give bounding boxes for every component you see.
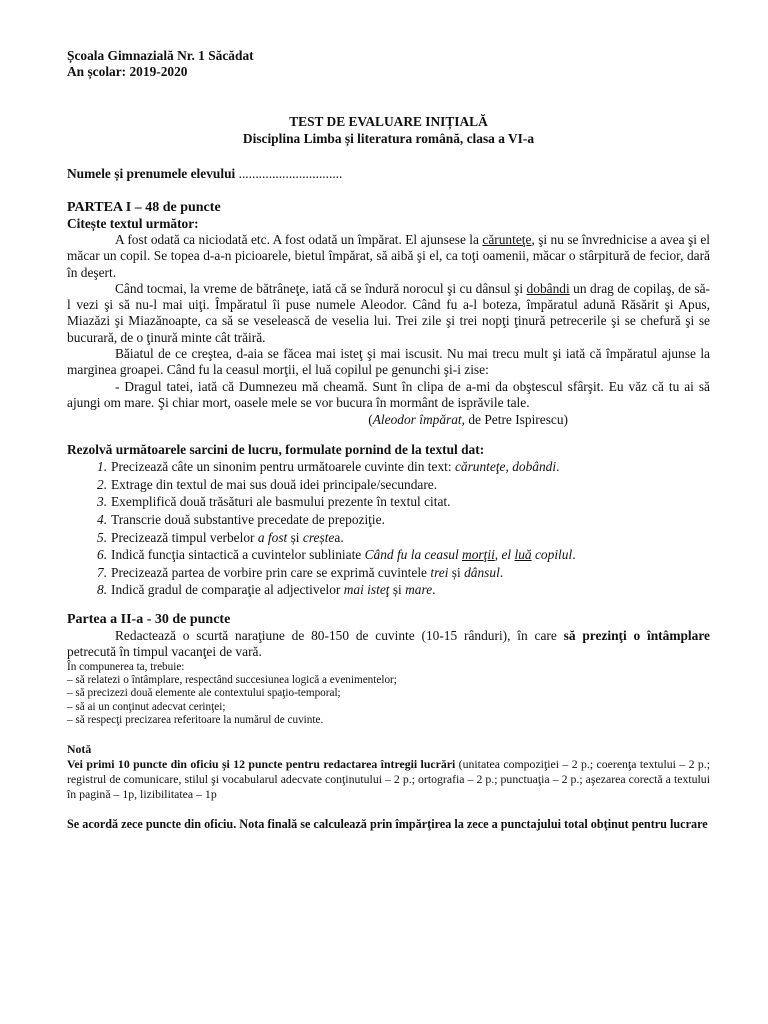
final-grade-note: Se acordă zece puncte din oficiu. Nota finală se calculează prin împărţirea la zece a punctajului total obţinut pentru lucrare bbox=[67, 816, 708, 831]
student-name-label: Numele și prenumele elevului bbox=[67, 166, 236, 181]
note-label: Notă bbox=[67, 741, 92, 756]
test-title: TEST DE EVALUARE INIȚIALĂ bbox=[289, 114, 488, 129]
part1-instruction: Citește textul următor: bbox=[67, 216, 199, 231]
underlined-word-caruntete: cărunteţe bbox=[482, 232, 532, 247]
task-item: 2. Extrage din textul de mai sus două idei principale/secundare. bbox=[97, 476, 438, 492]
requirements-heading: În compunerea ta, trebuie: bbox=[67, 660, 185, 673]
task-item: 3. Exemplifică două trăsături ale basmului prezente în textul citat. bbox=[97, 494, 451, 510]
task-item: 5. Precizează timpul verbelor a fost și creștea. bbox=[97, 529, 344, 545]
story-paragraph-3: Băiatul de ce creştea, d-aia se făcea mai isteţ şi mai iscusit. Nu mai trecu mult şi iată că împăratul ajunse la marginea groapei. Când fu la ceasul morţii, el luă copilul pe genunchi şi-i zise: bbox=[67, 346, 710, 378]
story-paragraph-4: - Dragul tatei, iată că Dumnezeu mă cheamă. Sunt în clipa de a-mi da obştescul sfârşit. Eu văz că tu ai să ajungi om mare. Şi chiar mort, oasele mele se vor bucura în mormânt de isprăvile tale. bbox=[67, 378, 710, 410]
task-item: 8. Indică gradul de comparaţie al adjectivelor mai isteţ și mare. bbox=[97, 582, 436, 598]
story-paragraph-1: A fost odată ca niciodată etc. A fost odată un împărat. El ajunsese la cărunteţe, şi nu se învrednicise a avea şi el măcar un copil. Se topea d-a-n picioarele, bietul împărat, să aibă şi el, ca toţi oamenii, măcar o stârpitură de fecior, dară în deşert. bbox=[67, 232, 710, 280]
source-title: Aleodor împărat bbox=[372, 412, 462, 428]
school-year: An școlar: 2019-2020 bbox=[67, 64, 188, 79]
note-text: Vei primi 10 puncte din oficiu și 12 puncte pentru redactarea întregii lucrări (unitatea compoziţiei – 2 p.; coerenţa textului – 2 p.; registrul de comunicare, stilul şi vocabularul adecvate conţinutului – 2 p.; ortografia – 2 p.; punctuaţia – 2 p.; aşezarea corectă a textului în pagină – 1p, lizibilitatea – 1p bbox=[67, 756, 711, 801]
requirement-item: – să respecţi precizarea referitoare la numărul de cuvinte. bbox=[67, 714, 324, 727]
school-name: Școala Gimnazială Nr. 1 Săcădat bbox=[67, 48, 254, 63]
requirement-item: – să precizezi două elemente ale contextului spaţio-temporal; bbox=[67, 687, 341, 700]
test-document bbox=[67, 48, 710, 832]
task-item: 1. Precizează câte un sinonim pentru următoarele cuvinte din text: cărunteţe, dobândi. bbox=[97, 459, 560, 475]
story-paragraph-2: Când tocmai, la vreme de bătrâneţe, iată că se îndură norocul şi cu dânsul şi dobândi un drag de copilaş, de să-l vezi şi să nu-l mai uiţi. Împăratul îi puse numele Aleodor. Când fu a-l boteza, împăratul adună Răsărit şi Apus, Miazăzi şi Miazănoapte, ca să se veselească de veselia lui. Trei zile şi trei nopţi ţinură petrecerile şi se chefură şi se bucurară, de o ţinură minte cât trăiră. bbox=[67, 280, 710, 345]
test-subtitle: Disciplina Limba și literatura română, clasa a VI-a bbox=[242, 131, 535, 146]
tasks-list bbox=[67, 458, 710, 599]
part2-task: Redactează o scurtă naraţiune de 80-150 de cuvinte (10-15 rânduri), în care să prezinţi o întâmplare petrecută în timpul vacanţei de vară. bbox=[67, 628, 710, 660]
student-name-field[interactable]: ............................... bbox=[235, 166, 343, 181]
part1-title: PARTEA I – 48 de puncte bbox=[67, 200, 221, 215]
task-item: 4. Transcrie două substantive precedate de prepoziţie. bbox=[97, 512, 385, 528]
story-source: (Aleodor împărat, de Petre Ispirescu) bbox=[368, 412, 568, 428]
tasks-heading: Rezolvă următoarele sarcini de lucru, formulate pornind de la textul dat: bbox=[67, 442, 485, 458]
requirement-item: – să relatezi o întâmplare, respectând succesiunea logică a evenimentelor; bbox=[67, 674, 397, 687]
part2-title: Partea a II-a - 30 de puncte bbox=[67, 612, 231, 628]
underlined-word-dobandi: dobândi bbox=[526, 280, 570, 296]
task-item: 7. Precizează partea de vorbire prin care se exprimă cuvintele trei și dânsul. bbox=[97, 564, 504, 580]
requirement-item: – să ai un conţinut adecvat cerinţei; bbox=[67, 700, 226, 713]
student-name-line bbox=[67, 166, 710, 182]
task-item: 6. Indică funcţia sintactică a cuvintelor subliniate Când fu la ceasul morţii, el luă copilul. bbox=[97, 547, 576, 563]
